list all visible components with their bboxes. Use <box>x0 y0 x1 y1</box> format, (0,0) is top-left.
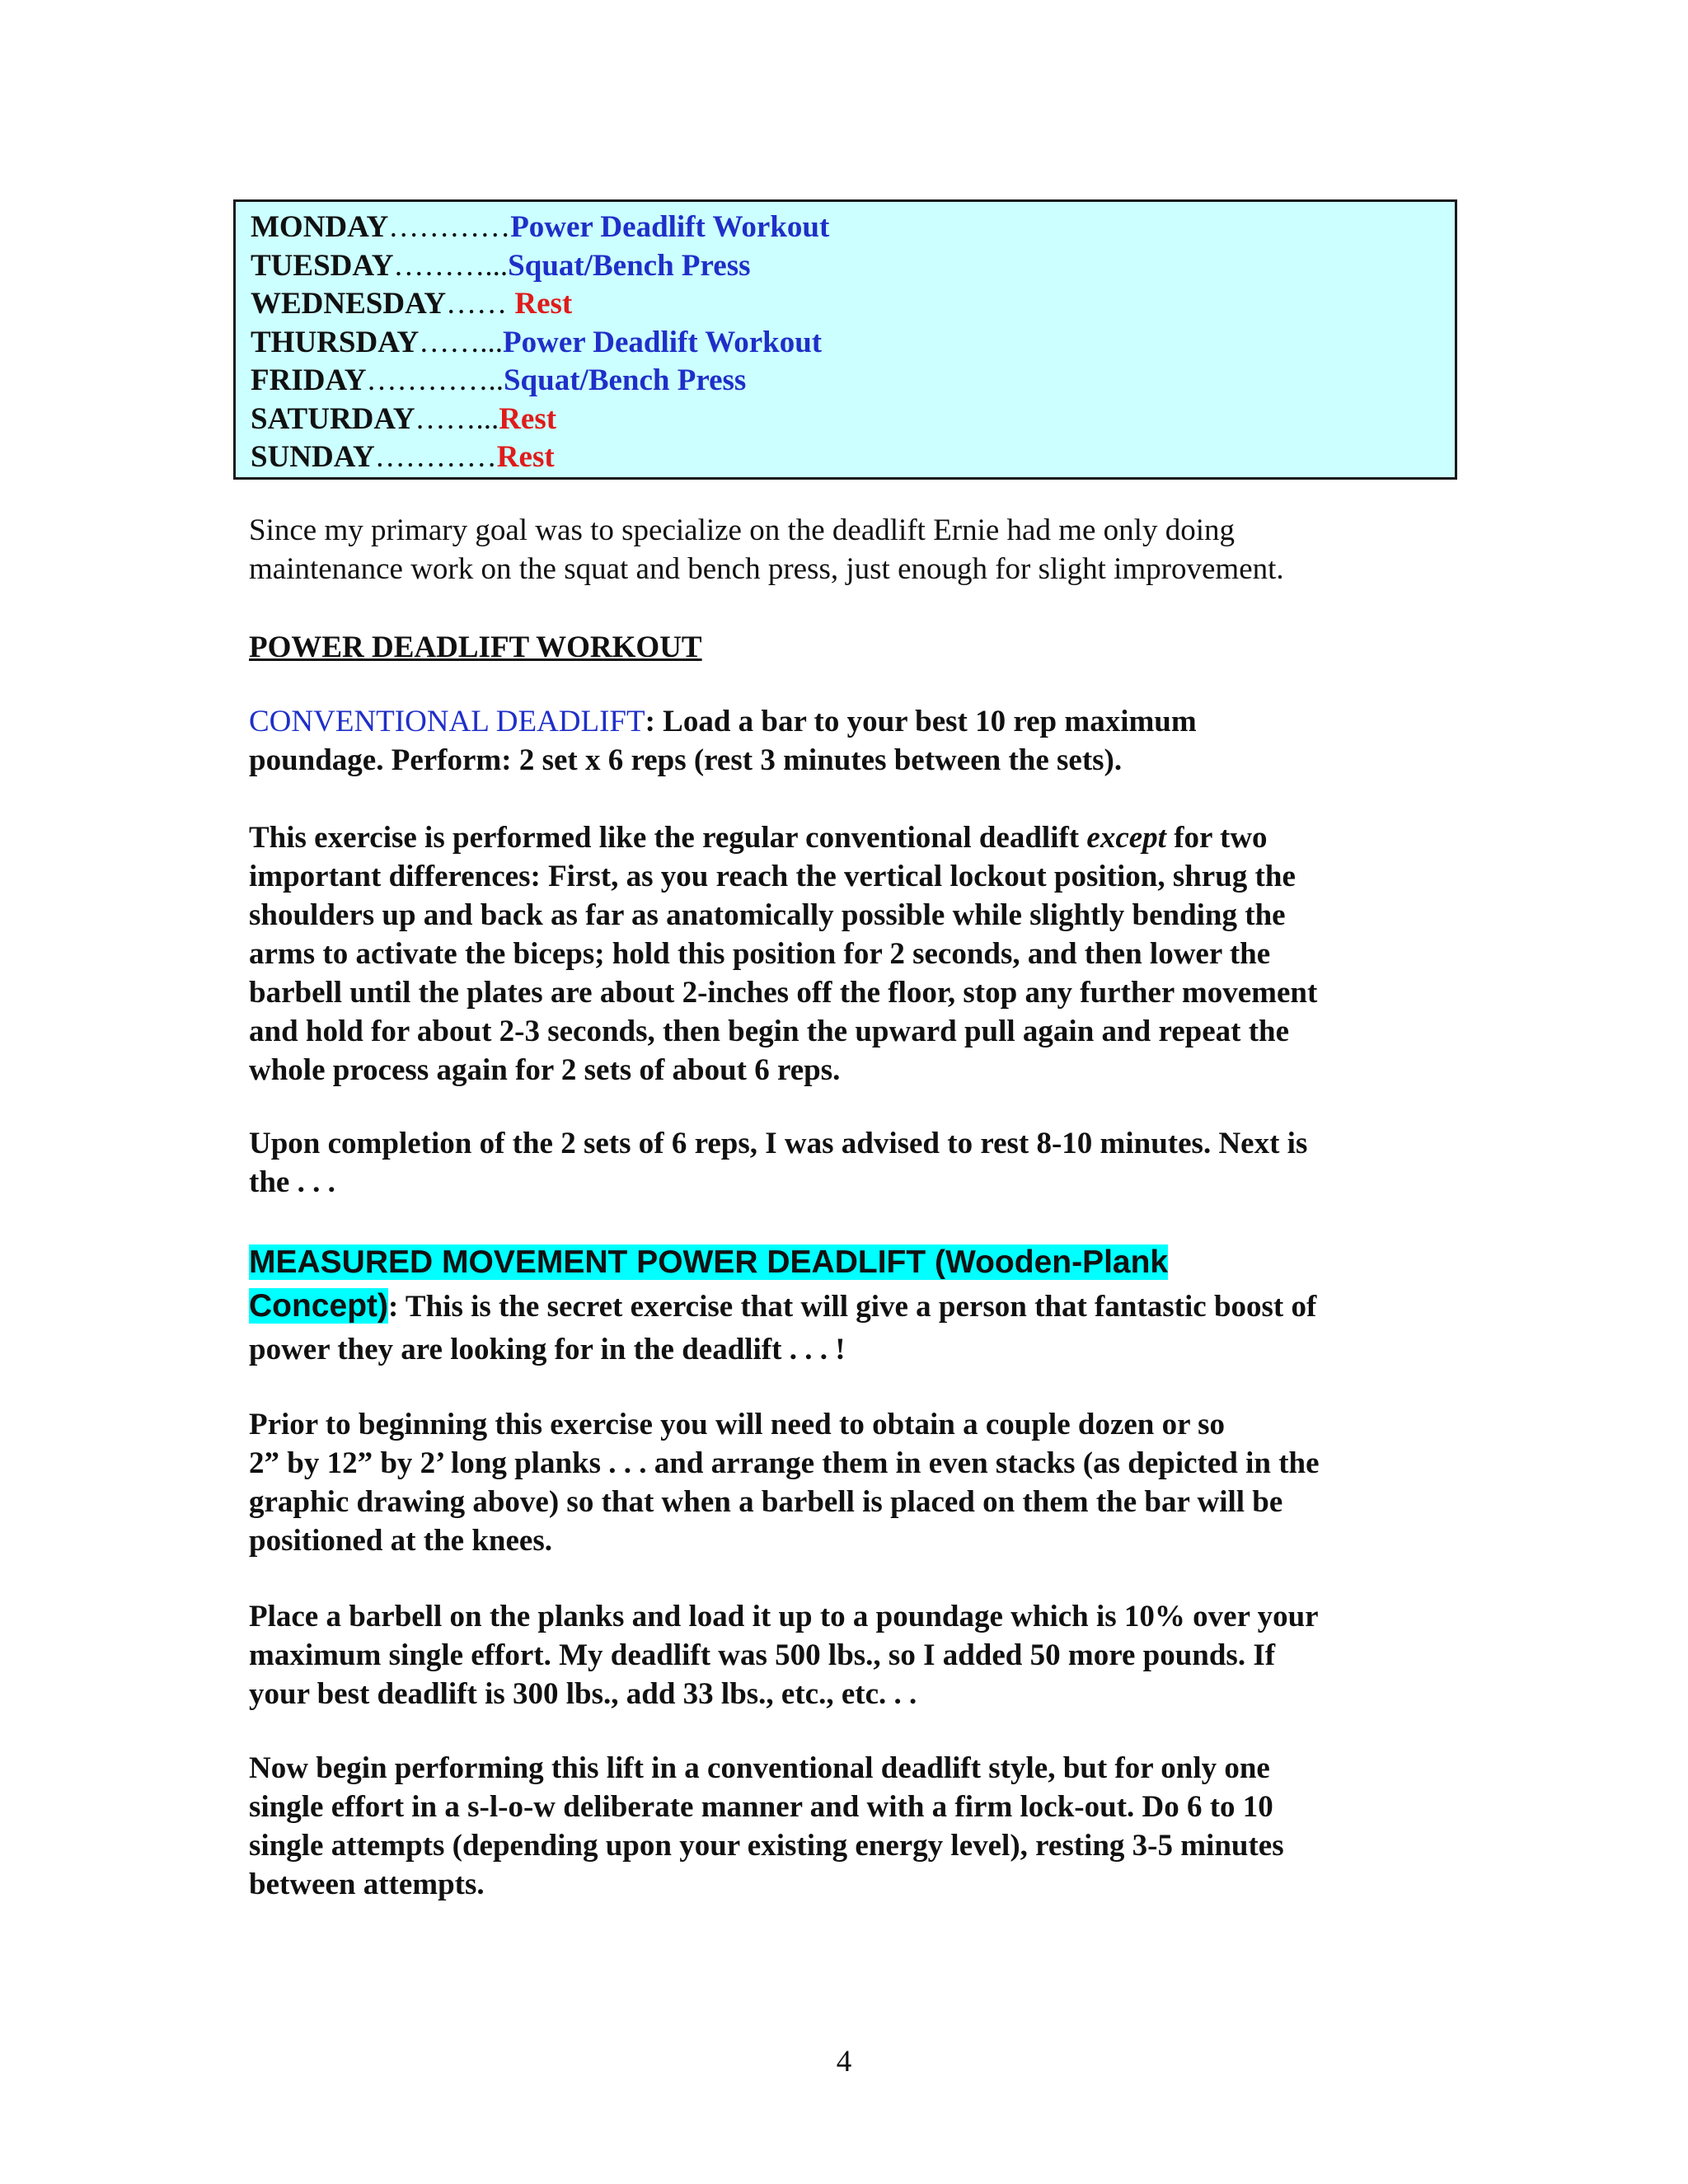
text-line: graphic drawing above) so that when a barbell is placed on them the bar will be <box>249 1485 1283 1519</box>
text-line: your best deadlift is 300 lbs., add 33 lbs., etc., etc. . . <box>249 1677 917 1711</box>
measured-movement-paragraph <box>249 1241 1452 1371</box>
schedule-day: SUNDAY <box>251 440 375 474</box>
schedule-row-friday <box>251 362 1455 401</box>
schedule-activity: Squat/Bench Press <box>508 248 751 283</box>
schedule-dots: ………….. <box>366 363 504 397</box>
intro-paragraph <box>249 511 1452 588</box>
text-line: positioned at the knees. <box>249 1524 552 1558</box>
section-heading: POWER DEADLIFT WORKOUT <box>249 630 702 664</box>
prior-paragraph <box>249 1405 1452 1560</box>
text-run: for two <box>1165 821 1268 855</box>
schedule-day: TUESDAY <box>251 248 394 283</box>
text-line: single attempts (depending upon your existing energy level), resting 3-5 minutes <box>249 1829 1284 1863</box>
highlighted-exercise-title: MEASURED MOVEMENT POWER DEADLIFT (Wooden-Plank <box>249 1244 1169 1280</box>
text-line: between attempts. <box>249 1868 485 1901</box>
section-heading-paragraph <box>249 628 1452 667</box>
schedule-activity: Rest <box>499 401 557 436</box>
schedule-activity: Squat/Bench Press <box>503 363 747 397</box>
schedule-dots: ……... <box>419 325 503 359</box>
text-line: and hold for about 2-3 seconds, then begin the upward pull again and repeat the <box>249 1015 1290 1048</box>
text-run: : This is the secret exercise that will give a person that fantastic boost of <box>388 1290 1317 1324</box>
schedule-activity: Rest <box>496 440 555 474</box>
text-line: poundage. Perform: 2 set x 6 reps (rest 3 minutes between the sets). <box>249 743 1123 777</box>
schedule-row-monday <box>251 209 1455 247</box>
text-line: single effort in a s-l-o-w deliberate manner and with a firm lock-out. Do 6 to 10 <box>249 1790 1273 1824</box>
text-line: Now begin performing this lift in a conventional deadlift style, but for only one <box>249 1751 1270 1785</box>
schedule-day: SATURDAY <box>251 401 415 436</box>
text-line: Prior to beginning this exercise you will need to obtain a couple dozen or so <box>249 1408 1226 1441</box>
text-line: Place a barbell on the planks and load it up to a poundage which is 10% over your <box>249 1600 1319 1633</box>
place-paragraph <box>249 1597 1452 1713</box>
schedule-day: WEDNESDAY <box>251 287 447 321</box>
now-paragraph <box>249 1749 1452 1904</box>
conventional-deadlift-paragraph <box>249 702 1452 780</box>
highlighted-exercise-title: Concept) <box>249 1288 388 1324</box>
schedule-day: THURSDAY <box>251 325 420 359</box>
schedule-day: MONDAY <box>251 210 389 244</box>
text-line: barbell until the plates are about 2-inches off the floor, stop any further movement <box>249 976 1318 1010</box>
conventional-deadlift-label: CONVENTIONAL DEADLIFT <box>249 705 645 738</box>
text-line: arms to activate the biceps; hold this position for 2 seconds, and then lower the <box>249 937 1271 971</box>
schedule-row-thursday <box>251 324 1455 363</box>
schedule-dots: ………… <box>388 210 511 244</box>
text-line: important differences: First, as you reach the vertical lockout position, shrug the <box>249 860 1296 893</box>
text-line: the . . . <box>249 1165 335 1199</box>
schedule-row-sunday <box>251 438 1455 477</box>
schedule-activity: Rest <box>507 287 573 321</box>
schedule-dots: …… <box>446 287 508 321</box>
schedule-activity: Power Deadlift Workout <box>510 210 830 244</box>
text-line: maximum single effort. My deadlift was 500 lbs., so I added 50 more pounds. If <box>249 1638 1276 1672</box>
schedule-row-tuesday <box>251 247 1455 286</box>
emphasis-text: except <box>1086 821 1166 855</box>
schedule-dots: ……... <box>415 401 499 436</box>
schedule-day: FRIDAY <box>251 363 367 397</box>
weekly-schedule-box <box>233 199 1457 480</box>
schedule-row-wednesday <box>251 285 1455 324</box>
text-run: : Load a bar to your best 10 rep maximum <box>645 705 1197 738</box>
page-number: 4 <box>836 2045 852 2079</box>
schedule-activity: Power Deadlift Workout <box>503 325 823 359</box>
text-line: 2” by 12” by 2’ long planks . . . and arrange them in even stacks (as depicted in the <box>249 1446 1320 1480</box>
schedule-row-saturday <box>251 401 1455 439</box>
text-run: This exercise is performed like the regular conventional deadlift <box>249 821 1087 855</box>
schedule-dots: ………… <box>374 440 497 474</box>
description-paragraph <box>249 818 1452 1090</box>
schedule-dots: ………... <box>393 248 509 283</box>
text-line: whole process again for 2 sets of about 6 reps. <box>249 1053 841 1087</box>
completion-paragraph <box>249 1124 1452 1202</box>
text-line: Upon completion of the 2 sets of 6 reps, I was advised to rest 8-10 minutes. Next is <box>249 1127 1308 1160</box>
intro-line: Since my primary goal was to specialize on the deadlift Ernie had me only doing <box>249 513 1235 547</box>
text-line: shoulders up and back as far as anatomically possible while slightly bending the <box>249 898 1286 932</box>
text-line: power they are looking for in the deadlift . . . ! <box>249 1333 846 1366</box>
intro-line: maintenance work on the squat and bench press, just enough for slight improvement. <box>249 552 1284 586</box>
